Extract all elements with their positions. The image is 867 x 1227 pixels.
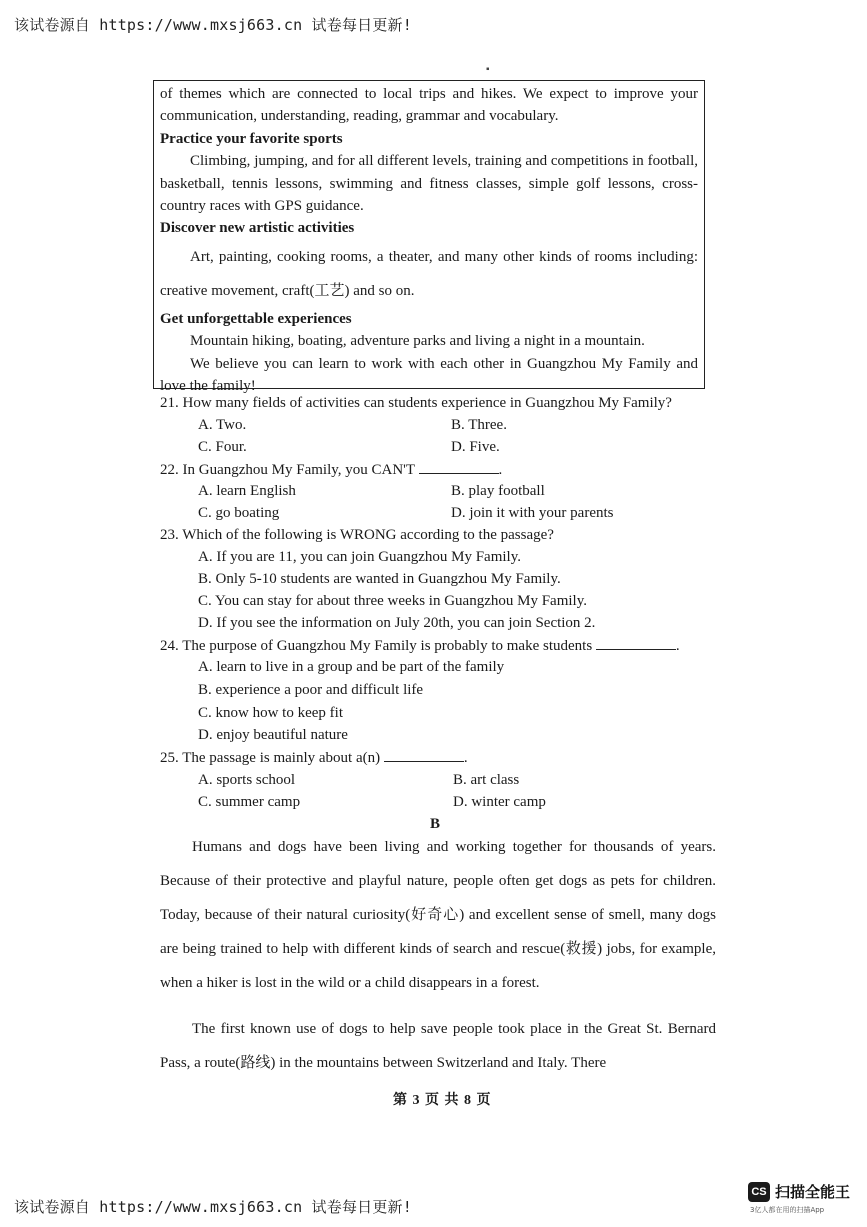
option-24d: D. enjoy beautiful nature bbox=[198, 727, 348, 743]
passage-b-paragraph-1: Humans and dogs have been living and working together for thousands of years. Because of their protective and playful nature, people often get dogs as pets for children. Today, because of their natural curiosity(好奇心) and excellent sense of smell, many dogs are being trained to help with different kinds of search and rescue(救援) jobs, for example, when a hiker is lost in the wild or a child disappears in a forest. bbox=[160, 839, 716, 991]
option-24a: A. learn to live in a group and be part of the family bbox=[198, 659, 505, 675]
camscanner-logo bbox=[748, 1178, 852, 1218]
box-paragraph: of themes which are connected to local trips and hikes. We expect to improve your communication, understanding, reading, grammar and vocabulary. bbox=[160, 86, 698, 125]
answer-blank bbox=[384, 749, 464, 762]
option-21b: B. Three. bbox=[451, 417, 507, 433]
question-24-end: . bbox=[675, 638, 680, 654]
question-22-end: . bbox=[498, 462, 503, 478]
question-23: 23. Which of the following is WRONG according to the passage? bbox=[160, 527, 554, 543]
option-22a: A. learn English bbox=[198, 483, 296, 499]
camscanner-brand-name: 扫描全能王 bbox=[775, 1183, 851, 1201]
option-25a: A. sports school bbox=[198, 772, 296, 788]
option-23c: C. You can stay for about three weeks in Guangzhou My Family. bbox=[198, 593, 587, 609]
box-heading: Discover new artistic activities bbox=[160, 220, 355, 237]
camscanner-tagline: 3亿人都在用的扫描App bbox=[750, 1206, 825, 1214]
passage-b-paragraph-2: The first known use of dogs to help save people took place in the Great St. Bernard Pass, a route(路线) in the mountains between Switzerland and Italy. There bbox=[160, 1021, 716, 1071]
watermark-top: 该试卷源自 https://www.mxsj663.cn 试卷每日更新! bbox=[14, 16, 412, 34]
option-25b: B. art class bbox=[453, 772, 520, 788]
question-25-end: . bbox=[463, 750, 468, 766]
scan-dot: ▪ bbox=[486, 64, 490, 75]
option-21a: A. Two. bbox=[198, 417, 247, 433]
question-22-text: 22. In Guangzhou My Family, you CAN'T bbox=[160, 462, 415, 478]
box-paragraph: Climbing, jumping, and for all different levels, training and competitions in football, basketball, tennis lessons, swimming and fitness classes, simple golf lessons, cross-country races with GPS guidance. bbox=[160, 153, 698, 215]
option-23d: D. If you see the information on July 20th, you can join Section 2. bbox=[198, 615, 596, 631]
question-24 bbox=[160, 637, 680, 655]
option-21c: C. Four. bbox=[198, 439, 247, 455]
section-b-label: B bbox=[430, 816, 441, 832]
box-paragraph: Mountain hiking, boating, adventure parks and living a night in a mountain. bbox=[190, 333, 645, 350]
option-25c: C. summer camp bbox=[198, 794, 301, 810]
watermark-bottom: 该试卷源自 https://www.mxsj663.cn 试卷每日更新! bbox=[14, 1198, 412, 1216]
option-23b: B. Only 5-10 students are wanted in Guangzhou My Family. bbox=[198, 571, 561, 587]
question-24-text: 24. The purpose of Guangzhou My Family is probably to make students bbox=[160, 638, 593, 654]
option-22d: D. join it with your parents bbox=[451, 505, 614, 521]
question-25-text: 25. The passage is mainly about a(n) bbox=[160, 750, 381, 766]
box-heading: Practice your favorite sports bbox=[160, 130, 343, 147]
option-22b: B. play football bbox=[451, 483, 545, 499]
box-paragraph: We believe you can learn to work with each other in Guangzhou My Family and love the family! bbox=[160, 355, 698, 395]
passage-a-box bbox=[153, 80, 705, 395]
option-21d: D. Five. bbox=[451, 439, 500, 455]
box-heading: Get unforgettable experiences bbox=[160, 310, 352, 327]
option-24b: B. experience a poor and difficult life bbox=[198, 682, 424, 698]
question-25 bbox=[160, 749, 468, 767]
box-paragraph: Art, painting, cooking rooms, a theater, and many other kinds of rooms including: creative movement, craft(工艺) and so on. bbox=[160, 248, 698, 299]
question-22 bbox=[160, 461, 502, 479]
option-23a: A. If you are 11, you can join Guangzhou My Family. bbox=[198, 549, 521, 565]
answer-blank bbox=[596, 637, 676, 650]
option-22c: C. go boating bbox=[198, 505, 280, 521]
option-25d: D. winter camp bbox=[453, 794, 546, 810]
option-24c: C. know how to keep fit bbox=[198, 705, 343, 721]
question-21: 21. How many fields of activities can students experience in Guangzhou My Family? bbox=[160, 395, 672, 411]
page-number: 第 3 页 共 8 页 bbox=[393, 1093, 492, 1108]
camscanner-badge-icon: CS bbox=[748, 1182, 770, 1202]
answer-blank bbox=[419, 461, 499, 474]
